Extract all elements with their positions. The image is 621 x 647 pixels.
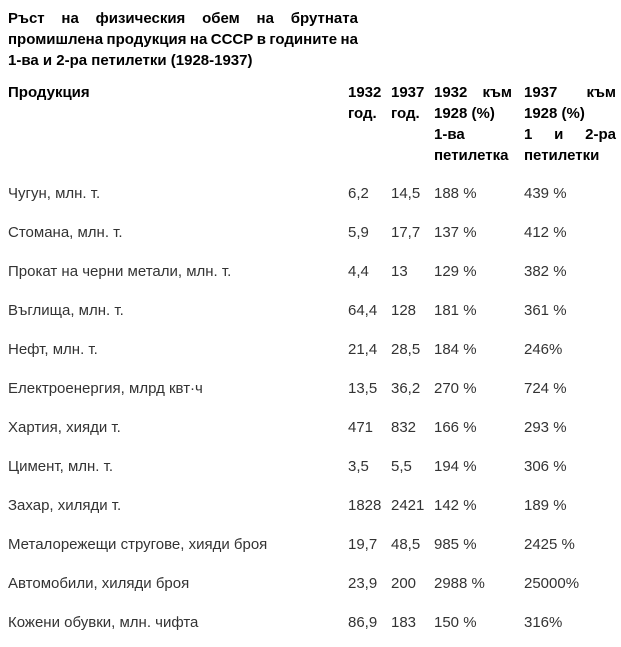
ratio-1937-cell: 246% [524, 341, 563, 358]
ratio-1937-cell: 439 % [524, 185, 567, 202]
table-row [8, 517, 620, 556]
col-header-ratio-1937 [524, 82, 620, 166]
product-cell: Цимент, млн. т. [8, 458, 114, 475]
production-table [8, 82, 620, 634]
ratio-1932-cell: 270 % [434, 380, 477, 397]
header-line: 1928 (%) [524, 105, 585, 122]
ratio-1932-cell: 194 % [434, 458, 477, 475]
table-row [8, 556, 620, 595]
value-1932-cell: 64,4 [348, 302, 378, 319]
title-line-2: промишлена продукция на СССР в годините на [8, 31, 358, 48]
product-cell: Кожени обувки, млн. чифта [8, 614, 199, 631]
header-line: 1937 към [524, 84, 616, 101]
header-line: петилетки [524, 147, 600, 164]
ratio-1937-cell: 382 % [524, 263, 567, 280]
product-cell: Захар, хиляди т. [8, 497, 122, 514]
table-row [8, 478, 620, 517]
page-title [8, 8, 358, 71]
header-line: 1932 към [434, 84, 512, 101]
value-1937-cell: 2421 [391, 497, 425, 514]
ratio-1932-cell: 188 % [434, 185, 477, 202]
table-row [8, 595, 620, 634]
product-cell: Стомана, млн. т. [8, 224, 123, 241]
value-1932-cell: 13,5 [348, 380, 378, 397]
product-cell: Електроенергия, млрд квт·ч [8, 380, 203, 397]
table-row [8, 400, 620, 439]
col-header-ratio-1932 [434, 82, 524, 166]
header-line: 1937 [391, 84, 425, 101]
ratio-1937-cell: 306 % [524, 458, 567, 475]
col-header-1937 [391, 82, 434, 166]
header-line: год. [391, 105, 420, 122]
ratio-1932-cell: 129 % [434, 263, 477, 280]
ratio-1932-cell: 2988 % [434, 575, 485, 592]
table-row [8, 205, 620, 244]
product-cell: Нефт, млн. т. [8, 341, 98, 358]
title-line-3: 1-ва и 2-ра петилетки (1928-1937) [8, 52, 253, 69]
product-cell: Металорежещи стругове, хияди броя [8, 536, 268, 553]
table-header-row [8, 82, 620, 166]
value-1932-cell: 23,9 [348, 575, 378, 592]
ratio-1932-cell: 150 % [434, 614, 477, 631]
ratio-1937-cell: 293 % [524, 419, 567, 436]
table-row [8, 361, 620, 400]
table-row [8, 283, 620, 322]
value-1937-cell: 48,5 [391, 536, 421, 553]
product-cell: Хартия, хияди т. [8, 419, 121, 436]
product-cell: Прокат на черни метали, млн. т. [8, 263, 232, 280]
ratio-1932-cell: 166 % [434, 419, 477, 436]
product-cell: Въглища, млн. т. [8, 302, 124, 319]
value-1932-cell: 6,2 [348, 185, 369, 202]
ratio-1937-cell: 316% [524, 614, 563, 631]
ratio-1937-cell: 2425 % [524, 536, 575, 553]
value-1937-cell: 14,5 [391, 185, 421, 202]
title-line-1: Ръст на физическия обем на брутната [8, 10, 358, 27]
ratio-1932-cell: 184 % [434, 341, 477, 358]
value-1932-cell: 21,4 [348, 341, 378, 358]
col-header-1932 [348, 82, 391, 166]
header-line: 1 и 2-ра [524, 126, 616, 143]
ratio-1932-cell: 181 % [434, 302, 477, 319]
value-1932-cell: 4,4 [348, 263, 369, 280]
value-1932-cell: 5,9 [348, 224, 369, 241]
ratio-1932-cell: 985 % [434, 536, 477, 553]
value-1932-cell: 86,9 [348, 614, 378, 631]
ratio-1937-cell: 724 % [524, 380, 567, 397]
table-row [8, 244, 620, 283]
value-1932-cell: 3,5 [348, 458, 369, 475]
product-cell: Автомобили, хиляди броя [8, 575, 190, 592]
value-1932-cell: 19,7 [348, 536, 378, 553]
ratio-1937-cell: 361 % [524, 302, 567, 319]
header-line: 1932 [348, 84, 382, 101]
value-1937-cell: 17,7 [391, 224, 421, 241]
product-cell: Чугун, млн. т. [8, 185, 101, 202]
value-1937-cell: 200 [391, 575, 417, 592]
value-1937-cell: 5,5 [391, 458, 412, 475]
value-1937-cell: 832 [391, 419, 417, 436]
col-header-product: Продукция [8, 84, 90, 101]
table-row [8, 166, 620, 205]
ratio-1937-cell: 412 % [524, 224, 567, 241]
value-1937-cell: 183 [391, 614, 417, 631]
value-1932-cell: 1828 [348, 497, 382, 514]
header-line: петилетка [434, 147, 509, 164]
ratio-1937-cell: 25000% [524, 575, 580, 592]
ratio-1937-cell: 189 % [524, 497, 567, 514]
value-1937-cell: 28,5 [391, 341, 421, 358]
value-1937-cell: 128 [391, 302, 417, 319]
value-1937-cell: 36,2 [391, 380, 421, 397]
header-line: 1-ва [434, 126, 465, 143]
value-1937-cell: 13 [391, 263, 408, 280]
ratio-1932-cell: 142 % [434, 497, 477, 514]
header-line: 1928 (%) [434, 105, 495, 122]
table-row [8, 439, 620, 478]
header-line: год. [348, 105, 377, 122]
value-1932-cell: 471 [348, 419, 374, 436]
ratio-1932-cell: 137 % [434, 224, 477, 241]
table-row [8, 322, 620, 361]
